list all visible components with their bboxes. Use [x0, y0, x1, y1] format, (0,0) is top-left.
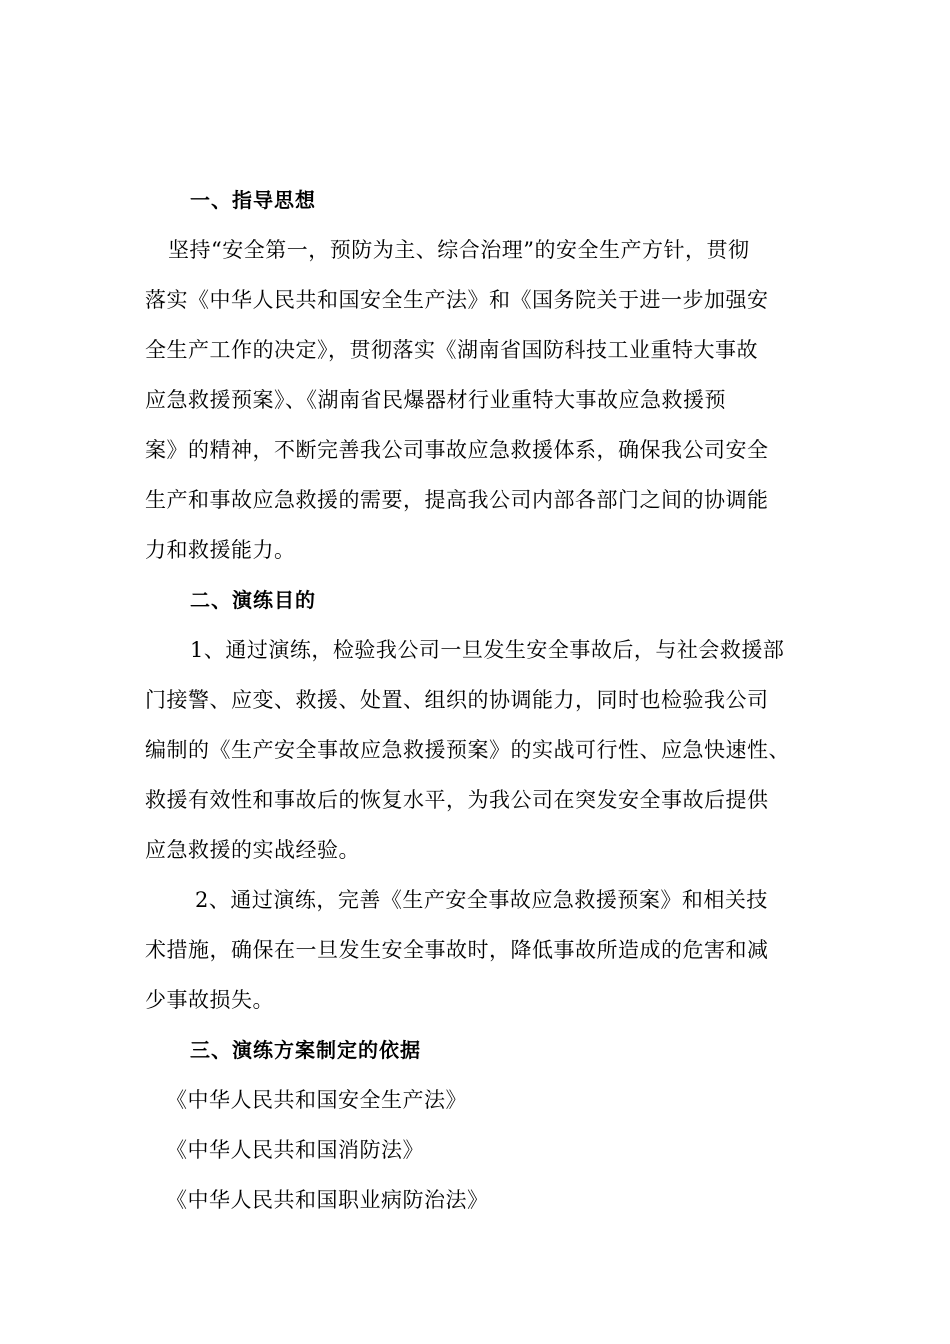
section-heading-guiding-ideology: 一、指导思想: [190, 188, 316, 212]
paragraph-line: 救援有效性和事故后的恢复水平，为我公司在突发安全事故后提供: [145, 788, 769, 812]
paragraph-line: 坚持“安全第一，预防为主、综合治理”的安全生产方针，贯彻: [168, 238, 750, 262]
paragraph-line: 案》的精神，不断完善我公司事故应急救援体系，确保我公司安全: [145, 438, 769, 462]
paragraph-line: 应急救援的实战经验。: [145, 838, 360, 862]
paragraph-line: 生产和事故应急救援的需要，提高我公司内部各部门之间的协调能: [145, 488, 769, 512]
paragraph-line: 力和救援能力。: [145, 538, 296, 562]
paragraph-line: 门接警、应变、救援、处置、组织的协调能力，同时也检验我公司: [145, 688, 769, 712]
law-list-item: 《中华人民共和国职业病防治法》: [166, 1188, 489, 1212]
paragraph-line: 术措施，确保在一旦发生安全事故时，降低事故所造成的危害和减: [145, 938, 769, 962]
paragraph-line: 应急救援预案》、《湖南省民爆器材行业重特大事故应急救援预: [145, 388, 726, 412]
paragraph-line: 2、通过演练，完善《生产安全事故应急救援预案》和相关技: [195, 888, 768, 912]
section-heading-drill-purpose: 二、演练目的: [190, 588, 316, 612]
paragraph-line: 落实《中华人民共和国安全生产法》和《国务院关于进一步加强安: [145, 288, 769, 312]
paragraph-line: 全生产工作的决定》，贯彻落实《湖南省国防科技工业重特大事故: [145, 338, 758, 362]
law-list-item: 《中华人民共和国消防法》: [166, 1138, 424, 1162]
paragraph-line: 少事故损失。: [145, 988, 274, 1012]
paragraph-line: 编制的《生产安全事故应急救援预案》的实战可行性、应急快速性、: [145, 738, 790, 762]
paragraph-line: 1、通过演练，检验我公司一旦发生安全事故后，与社会救援部: [190, 638, 785, 662]
section-heading-drill-basis: 三、演练方案制定的依据: [190, 1038, 421, 1062]
law-list-item: 《中华人民共和国安全生产法》: [166, 1088, 467, 1112]
